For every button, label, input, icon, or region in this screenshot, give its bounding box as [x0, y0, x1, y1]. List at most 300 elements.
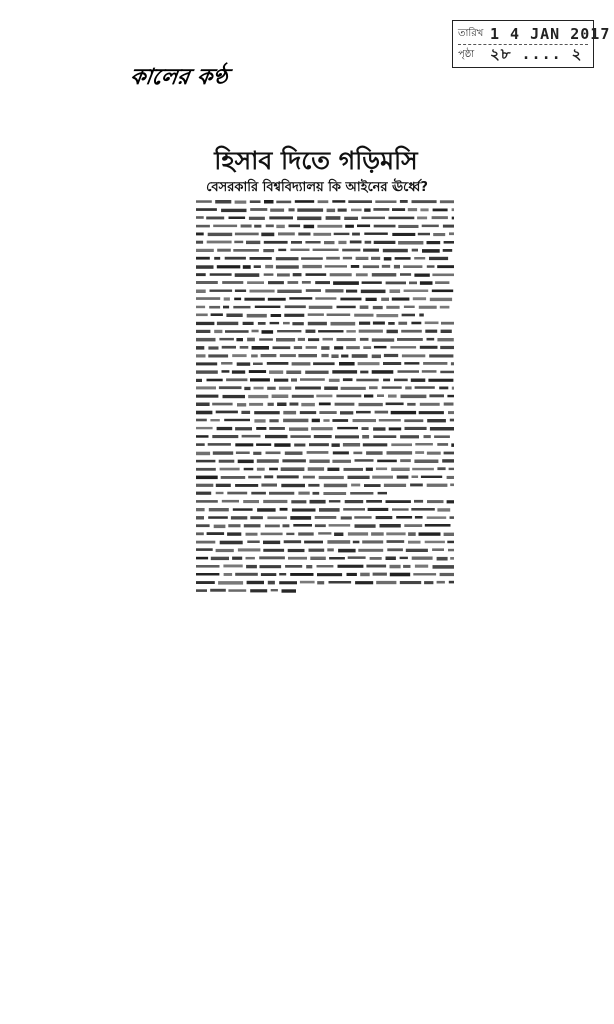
stamp-page-label: পৃষ্ঠা — [458, 48, 475, 60]
body-text-word — [423, 362, 447, 365]
body-text-word — [209, 306, 220, 309]
body-text-word — [233, 508, 253, 511]
body-text-word — [404, 290, 429, 293]
body-text-word — [241, 225, 252, 228]
body-text-word — [324, 241, 335, 244]
body-text-word — [250, 200, 261, 203]
body-text-line — [196, 200, 454, 204]
body-text-word — [362, 435, 369, 439]
body-text-word — [276, 201, 291, 204]
body-text-word — [264, 241, 288, 244]
body-text-word — [374, 225, 396, 228]
body-text-word — [370, 557, 382, 560]
body-text-word — [359, 322, 370, 325]
body-text-word — [430, 298, 452, 301]
body-text-word — [441, 322, 454, 325]
body-text-line — [196, 459, 454, 463]
body-text-word — [289, 225, 301, 228]
body-text-word — [250, 516, 263, 519]
body-text-word — [317, 573, 342, 576]
body-text-word — [276, 265, 299, 268]
body-text-word — [432, 274, 454, 277]
body-text-word — [425, 322, 439, 325]
body-text-word — [222, 370, 230, 373]
body-text-word — [387, 540, 405, 543]
body-text-word — [325, 289, 343, 292]
body-text-word — [283, 322, 290, 325]
body-text-word — [217, 265, 241, 268]
body-text-word — [356, 411, 371, 414]
body-text-word — [375, 411, 389, 414]
body-text-word — [277, 403, 286, 407]
body-text-line — [196, 492, 387, 495]
body-text-word — [378, 492, 387, 495]
body-text-line — [196, 297, 452, 301]
body-text-word — [329, 557, 345, 560]
body-text-word — [305, 371, 328, 374]
body-text-word — [356, 379, 378, 382]
body-text-word — [290, 435, 310, 438]
body-text-word — [449, 468, 454, 470]
body-text-word — [266, 225, 274, 228]
body-text-word — [330, 273, 352, 276]
body-text-word — [318, 200, 329, 203]
body-text-word — [265, 435, 288, 438]
body-text-word — [196, 468, 216, 471]
body-text-word — [261, 233, 274, 237]
body-text-word — [437, 508, 450, 511]
body-text-word — [437, 265, 454, 268]
body-text-word — [386, 282, 406, 285]
body-text-word — [219, 386, 242, 389]
body-text-word — [353, 419, 377, 422]
body-text-word — [232, 557, 242, 560]
body-text-word — [263, 500, 287, 503]
body-text-word — [345, 500, 364, 503]
body-text-word — [196, 200, 212, 203]
body-text-word — [206, 217, 224, 220]
body-text-word — [376, 516, 393, 519]
body-text-word — [444, 403, 454, 406]
body-text-word — [273, 346, 291, 349]
body-text-word — [380, 524, 401, 528]
body-text-word — [213, 451, 233, 454]
body-text-word — [327, 548, 334, 551]
body-text-word — [440, 346, 454, 349]
body-text-word — [390, 565, 401, 569]
body-text-word — [306, 565, 312, 568]
body-text-word — [256, 443, 271, 446]
body-text-word — [340, 298, 361, 301]
body-text-word — [421, 476, 442, 478]
body-text-word — [297, 208, 323, 211]
body-text-word — [359, 330, 383, 333]
body-text-word — [427, 265, 435, 268]
body-text-word — [425, 524, 451, 527]
body-text-word — [261, 354, 277, 357]
body-text-word — [414, 500, 423, 503]
body-text-word — [344, 468, 364, 471]
body-text-word — [274, 443, 290, 447]
body-text-word — [291, 500, 306, 503]
body-text-word — [286, 533, 294, 535]
body-text-word — [386, 306, 399, 309]
body-text-line — [196, 305, 449, 309]
body-text-line — [196, 265, 454, 269]
stamp-page-row — [458, 45, 588, 65]
body-text-word — [222, 500, 239, 503]
body-text-word — [274, 379, 288, 382]
body-text-word — [235, 273, 260, 277]
body-text-word — [277, 475, 299, 478]
body-text-word — [325, 265, 347, 267]
body-text-word — [261, 484, 277, 487]
body-text-word — [263, 249, 274, 252]
body-text-word — [313, 492, 320, 495]
body-text-word — [324, 387, 338, 390]
body-text-word — [338, 565, 364, 568]
body-text-word — [283, 524, 290, 527]
body-text-word — [213, 225, 237, 228]
body-text-word — [220, 468, 240, 471]
body-text-word — [321, 354, 328, 357]
body-text-word — [364, 208, 370, 211]
body-text-word — [207, 241, 232, 244]
body-text-word — [302, 281, 311, 284]
body-text-word — [420, 281, 433, 285]
body-text-word — [326, 216, 341, 220]
body-text-word — [214, 330, 222, 333]
body-text-word — [302, 265, 322, 268]
body-text-word — [238, 460, 254, 464]
body-text-word — [265, 265, 273, 268]
body-text-word — [417, 217, 427, 220]
body-text-word — [348, 556, 366, 559]
body-text-word — [280, 508, 288, 511]
body-text-word — [334, 346, 343, 349]
body-text-word — [363, 443, 388, 446]
body-text-word — [363, 346, 371, 349]
article-body-text-block — [196, 196, 458, 596]
body-text-word — [254, 411, 280, 414]
body-text-word — [309, 460, 329, 463]
body-text-word — [408, 532, 416, 536]
body-text-word — [398, 225, 418, 228]
body-text-word — [235, 233, 259, 236]
body-text-word — [318, 330, 343, 332]
body-text-word — [337, 306, 356, 309]
body-text-word — [366, 298, 377, 301]
body-text-word — [221, 476, 246, 479]
body-text-word — [373, 208, 389, 211]
body-text-word — [392, 298, 410, 301]
body-text-word — [283, 419, 308, 423]
body-text-word — [437, 581, 445, 584]
body-text-word — [397, 476, 409, 479]
body-text-word — [348, 532, 368, 535]
body-text-word — [377, 460, 397, 463]
body-text-word — [228, 589, 246, 592]
body-text-word — [337, 338, 356, 341]
body-text-word — [390, 573, 410, 577]
body-text-word — [366, 500, 382, 503]
body-text-word — [196, 419, 207, 422]
body-text-word — [255, 306, 281, 308]
body-text-word — [288, 281, 299, 284]
body-text-word — [400, 200, 408, 203]
body-text-word — [374, 346, 387, 349]
body-text-word — [333, 451, 349, 454]
body-text-word — [252, 330, 259, 333]
body-text-word — [241, 411, 250, 414]
body-text-word — [264, 273, 274, 275]
body-text-line — [196, 548, 454, 552]
body-text-word — [240, 346, 249, 349]
body-text-word — [243, 265, 251, 269]
body-text-word — [196, 492, 211, 495]
body-text-word — [329, 581, 352, 584]
body-text-line — [196, 540, 454, 544]
article-headline: হিসাব দিতে গড়িমসি — [214, 146, 418, 175]
body-text-word — [451, 362, 454, 365]
body-text-word — [264, 200, 274, 204]
body-text-word — [321, 346, 329, 350]
body-text-word — [317, 581, 324, 584]
body-text-word — [360, 573, 370, 577]
body-text-word — [427, 484, 448, 487]
body-text-word — [419, 532, 441, 535]
body-text-word — [392, 233, 415, 236]
body-text-word — [377, 394, 384, 397]
body-text-word — [374, 241, 396, 244]
body-text-word — [390, 346, 416, 348]
body-text-line — [196, 338, 454, 342]
body-text-word — [291, 378, 297, 381]
body-text-word — [267, 387, 276, 390]
body-text-word — [433, 233, 445, 236]
body-text-word — [308, 322, 327, 326]
body-text-word — [247, 314, 267, 318]
body-text-word — [217, 322, 238, 325]
body-text-word — [373, 427, 385, 430]
body-text-word — [222, 281, 243, 284]
body-text-line — [196, 443, 454, 447]
body-text-word — [332, 370, 357, 373]
body-text-word — [353, 541, 360, 544]
body-text-word — [254, 387, 264, 390]
body-text-word — [196, 314, 208, 317]
body-text-word — [280, 354, 296, 357]
body-text-word — [196, 241, 203, 244]
body-text-word — [347, 573, 357, 576]
body-text-word — [346, 330, 355, 333]
body-text-word — [331, 322, 356, 326]
body-text-word — [391, 468, 410, 471]
body-text-word — [341, 355, 348, 358]
body-text-word — [300, 581, 315, 584]
body-text-word — [329, 379, 340, 382]
body-text-word — [277, 330, 301, 332]
body-text-word — [329, 500, 341, 502]
body-text-word — [309, 549, 325, 552]
body-text-word — [323, 492, 346, 495]
body-text-word — [196, 541, 215, 544]
body-text-word — [233, 249, 259, 252]
body-text-word — [407, 403, 415, 406]
body-text-word — [243, 500, 259, 503]
body-text-word — [295, 200, 314, 203]
body-text-word — [235, 484, 258, 487]
body-text-word — [250, 290, 275, 293]
body-text-word — [373, 322, 385, 325]
body-text-word — [365, 241, 372, 244]
body-text-word — [429, 354, 453, 357]
body-text-word — [338, 549, 356, 553]
body-text-word — [237, 403, 246, 406]
body-text-word — [341, 516, 352, 519]
body-text-word — [272, 395, 289, 399]
body-text-word — [400, 273, 411, 276]
body-text-word — [400, 557, 408, 559]
stamp-date-value: 1 4 JAN 2017 — [490, 25, 611, 43]
body-text-word — [267, 362, 289, 365]
body-text-word — [392, 208, 405, 211]
body-text-word — [233, 306, 250, 309]
body-text-word — [420, 403, 440, 406]
body-text-word — [264, 475, 273, 478]
body-text-word — [452, 208, 454, 211]
body-text-word — [196, 532, 204, 535]
body-text-word — [355, 459, 374, 462]
body-text-line — [196, 451, 454, 455]
body-text-line — [196, 589, 296, 593]
body-text-word — [405, 427, 427, 430]
body-text-word — [364, 395, 373, 398]
body-text-word — [196, 589, 207, 592]
body-text-word — [308, 313, 324, 316]
body-text-word — [391, 443, 412, 446]
body-text-word — [207, 379, 223, 382]
body-text-line — [196, 208, 454, 212]
body-text-word — [395, 257, 411, 260]
body-text-word — [343, 378, 353, 381]
body-text-word — [249, 370, 266, 373]
body-text-word — [427, 241, 441, 244]
body-text-word — [398, 370, 420, 373]
body-text-word — [196, 370, 218, 373]
body-text-word — [306, 273, 327, 276]
body-text-word — [317, 225, 342, 228]
body-text-word — [196, 379, 202, 382]
body-text-word — [415, 565, 428, 568]
body-text-word — [307, 451, 329, 454]
body-text-word — [221, 362, 232, 365]
body-text-line — [196, 532, 454, 536]
body-text-word — [301, 403, 315, 406]
body-text-word — [284, 540, 301, 543]
body-text-word — [208, 354, 228, 357]
body-text-word — [285, 305, 306, 308]
body-text-word — [219, 460, 235, 463]
body-text-word — [382, 386, 402, 388]
body-text-word — [285, 565, 302, 568]
body-text-word — [208, 346, 218, 349]
body-text-word — [196, 476, 218, 480]
body-text-line — [196, 249, 452, 253]
body-text-word — [373, 573, 387, 576]
body-text-word — [269, 370, 283, 374]
body-text-word — [290, 249, 309, 251]
body-text-word — [196, 516, 204, 519]
body-text-word — [196, 403, 210, 407]
body-text-word — [351, 265, 359, 268]
body-text-word — [276, 338, 295, 342]
body-text-word — [343, 508, 365, 511]
body-text-word — [223, 565, 242, 568]
body-text-line — [196, 354, 453, 358]
body-text-word — [248, 395, 268, 398]
body-text-line — [196, 346, 454, 350]
body-text-word — [281, 467, 305, 471]
body-text-line — [196, 330, 452, 334]
body-text-word — [217, 249, 231, 252]
stamp-date-label: তারিখ — [458, 27, 484, 39]
body-text-word — [387, 548, 403, 551]
body-text-word — [236, 452, 250, 455]
body-text-line — [196, 524, 451, 528]
body-text-word — [390, 289, 401, 293]
body-text-word — [285, 452, 303, 455]
body-text-word — [404, 362, 419, 365]
body-text-word — [235, 443, 253, 446]
body-text-word — [382, 265, 390, 268]
body-text-word — [329, 524, 351, 527]
body-text-word — [388, 395, 397, 398]
body-text-word — [277, 273, 290, 276]
body-text-word — [323, 338, 334, 341]
body-text-word — [415, 443, 433, 446]
stamp-page-value: ২৮ .... ২ — [490, 44, 583, 63]
body-text-word — [327, 540, 350, 544]
body-text-word — [428, 379, 453, 382]
body-text-word — [288, 557, 307, 560]
body-text-word — [363, 265, 379, 268]
body-text-word — [210, 273, 232, 276]
body-text-word — [196, 427, 213, 429]
body-text-word — [196, 265, 214, 269]
body-text-word — [386, 557, 396, 561]
body-text-word — [359, 403, 383, 406]
body-text-word — [415, 386, 435, 389]
body-text-word — [411, 322, 421, 325]
body-text-word — [292, 322, 303, 325]
body-text-word — [271, 314, 282, 317]
body-text-word — [225, 330, 249, 333]
body-text-word — [292, 395, 314, 398]
body-text-word — [290, 403, 299, 406]
received-date-stamp — [452, 20, 611, 68]
body-text-word — [304, 541, 323, 544]
body-text-word — [246, 533, 258, 536]
body-text-word — [229, 217, 246, 220]
body-text-word — [360, 371, 368, 374]
body-text-word — [283, 411, 296, 415]
body-text-word — [357, 225, 370, 228]
body-text-word — [249, 403, 263, 406]
body-text-word — [312, 419, 320, 423]
body-text-word — [218, 581, 243, 585]
body-text-word — [340, 411, 353, 414]
